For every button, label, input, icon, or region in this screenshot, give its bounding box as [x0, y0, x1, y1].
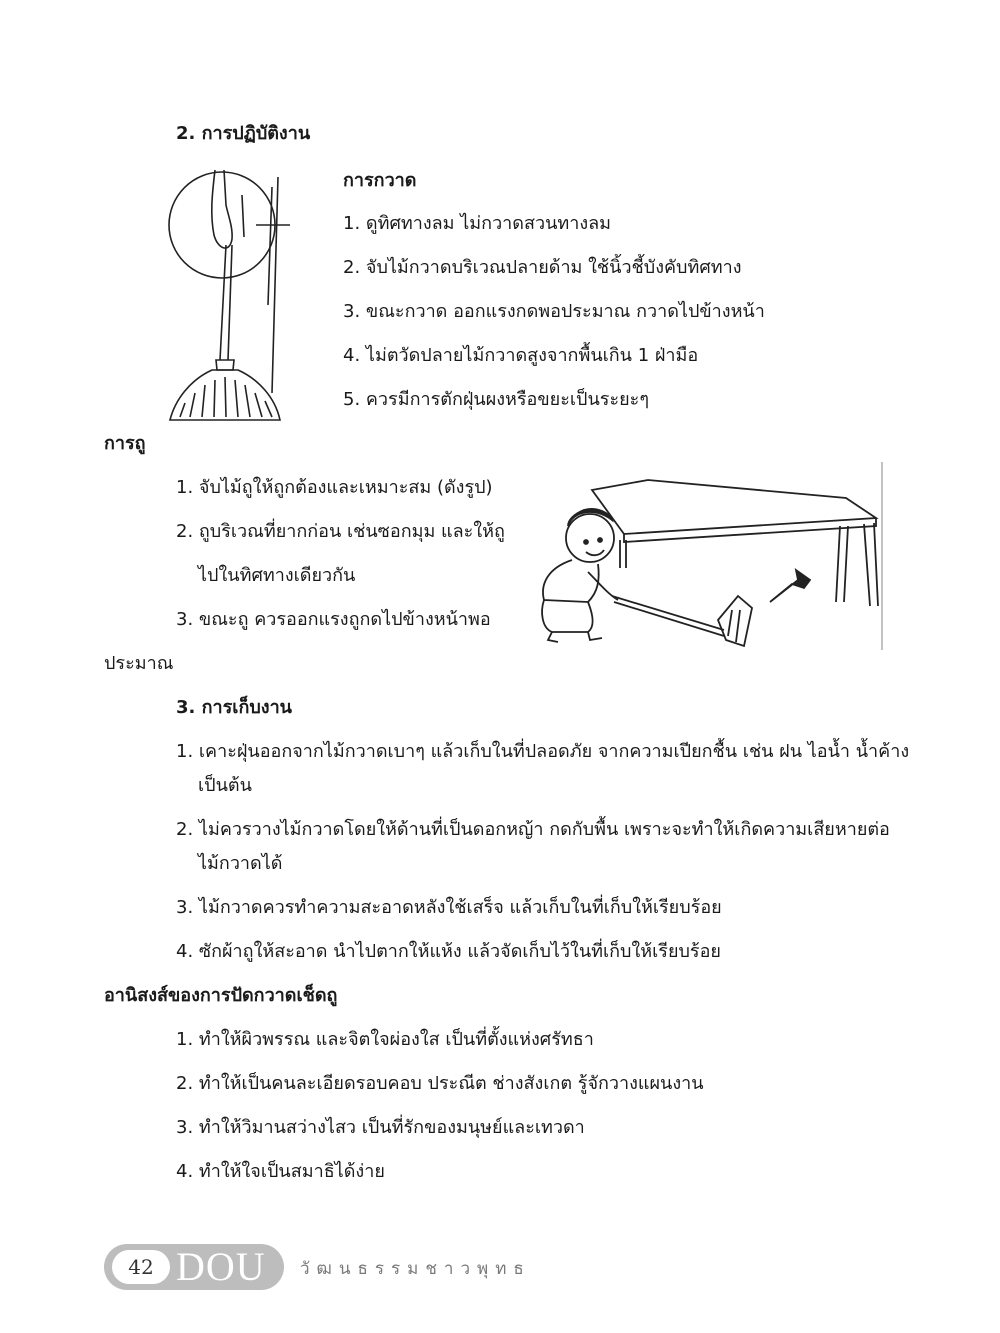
table-leg	[864, 523, 878, 606]
mop-handle	[612, 596, 724, 630]
mopping-step-continued: ไปในทิศทางเดียวกัน	[198, 565, 356, 586]
table-top	[592, 480, 876, 534]
child-body	[543, 560, 599, 602]
storage-step-continued: เป็นต้น	[198, 775, 252, 796]
storage-step: 4. ซักผ้าถูให้สะอาด นำไปตากให้แห้ง แล้วจัดเก็บไว้ในที่เก็บให้เรียบร้อย	[176, 941, 721, 962]
broom-illustration	[160, 165, 300, 425]
storage-step: 1. เคาะฝุ่นออกจากไม้กวาดเบาๆ แล้วเก็บในที่ปลอดภัย จากความเปียกชื้น เช่น ฝน ไอน้ำ น้ำค้าง	[176, 741, 910, 762]
dou-logo: DOU	[176, 1244, 266, 1289]
mopping-step: 1. จับไม้ถูให้ถูกต้องและเหมาะสม (ดังรูป)	[176, 477, 493, 498]
storage-step: 3. ไม้กวาดควรทำความสะอาดหลังใช้เสร็จ แล้วเก็บในที่เก็บให้เรียบร้อย	[176, 897, 722, 918]
sweep-step: 3. ขณะกวาด ออกแรงกดพอประมาณ กวาดไปข้างหน้า	[343, 301, 765, 322]
mop-head	[718, 596, 752, 646]
table-leg	[836, 526, 848, 602]
book-title: วัฒนธรรมชาวพุทธ	[300, 1259, 531, 1279]
sweep-step: 5. ควรมีการตักฝุ่นผงหรือขยะเป็นระยะๆ	[343, 389, 649, 410]
section2-heading: 2. การปฏิบัติงาน	[176, 123, 311, 144]
benefit-item: 1. ทำให้ผิวพรรณ และจิตใจผ่องใส เป็นที่ตั้งแห่งศรัทธา	[176, 1029, 594, 1050]
direction-arrow	[770, 570, 810, 602]
sweep-step: 2. จับไม้กวาดบริเวณปลายด้าม ใช้นิ้วชี้บังคับทิศทาง	[343, 257, 742, 278]
benefit-item: 3. ทำให้วิมานสว่างไสว เป็นที่รักของมนุษย์และเทวดา	[176, 1117, 585, 1138]
table-leg	[620, 540, 626, 568]
page-number: 42	[112, 1250, 170, 1284]
mopping-title: การถู	[104, 433, 146, 454]
mopping-illustration	[528, 460, 886, 660]
mopping-step: 3. ขณะถู ควรออกแรงถูกดไปข้างหน้าพอ	[176, 609, 491, 630]
mopping-step-continued: ประมาณ	[104, 653, 174, 674]
sweep-step: 4. ไม่ตวัดปลายไม้กวาดสูงจากพื้นเกิน 1 ฝ่ามือ	[343, 345, 699, 366]
benefit-item: 2. ทำให้เป็นคนละเอียดรอบคอบ ประณีต ช่างสังเกต รู้จักวางแผนงาน	[176, 1073, 704, 1094]
benefits-title: อานิสงส์ของการปัดกวาดเช็ดถู	[104, 985, 338, 1006]
benefit-item: 4. ทำให้ใจเป็นสมาธิได้ง่าย	[176, 1161, 385, 1182]
storage-step-continued: ไม้กวาดได้	[198, 853, 283, 874]
storage-step: 2. ไม่ควรวางไม้กวาดโดยให้ด้านที่เป็นดอกหญ้า กดกับพื้น เพราะจะทำให้เกิดความเสียหายต่อ	[176, 819, 890, 840]
sweep-title: การกวาด	[343, 170, 417, 191]
sweep-step: 1. ดูทิศทางลม ไม่กวาดสวนทางลม	[343, 213, 612, 234]
mopping-step: 2. ถูบริเวณที่ยากก่อน เช่นซอกมุม และให้ถู	[176, 521, 505, 542]
section3-heading: 3. การเก็บงาน	[176, 697, 292, 718]
